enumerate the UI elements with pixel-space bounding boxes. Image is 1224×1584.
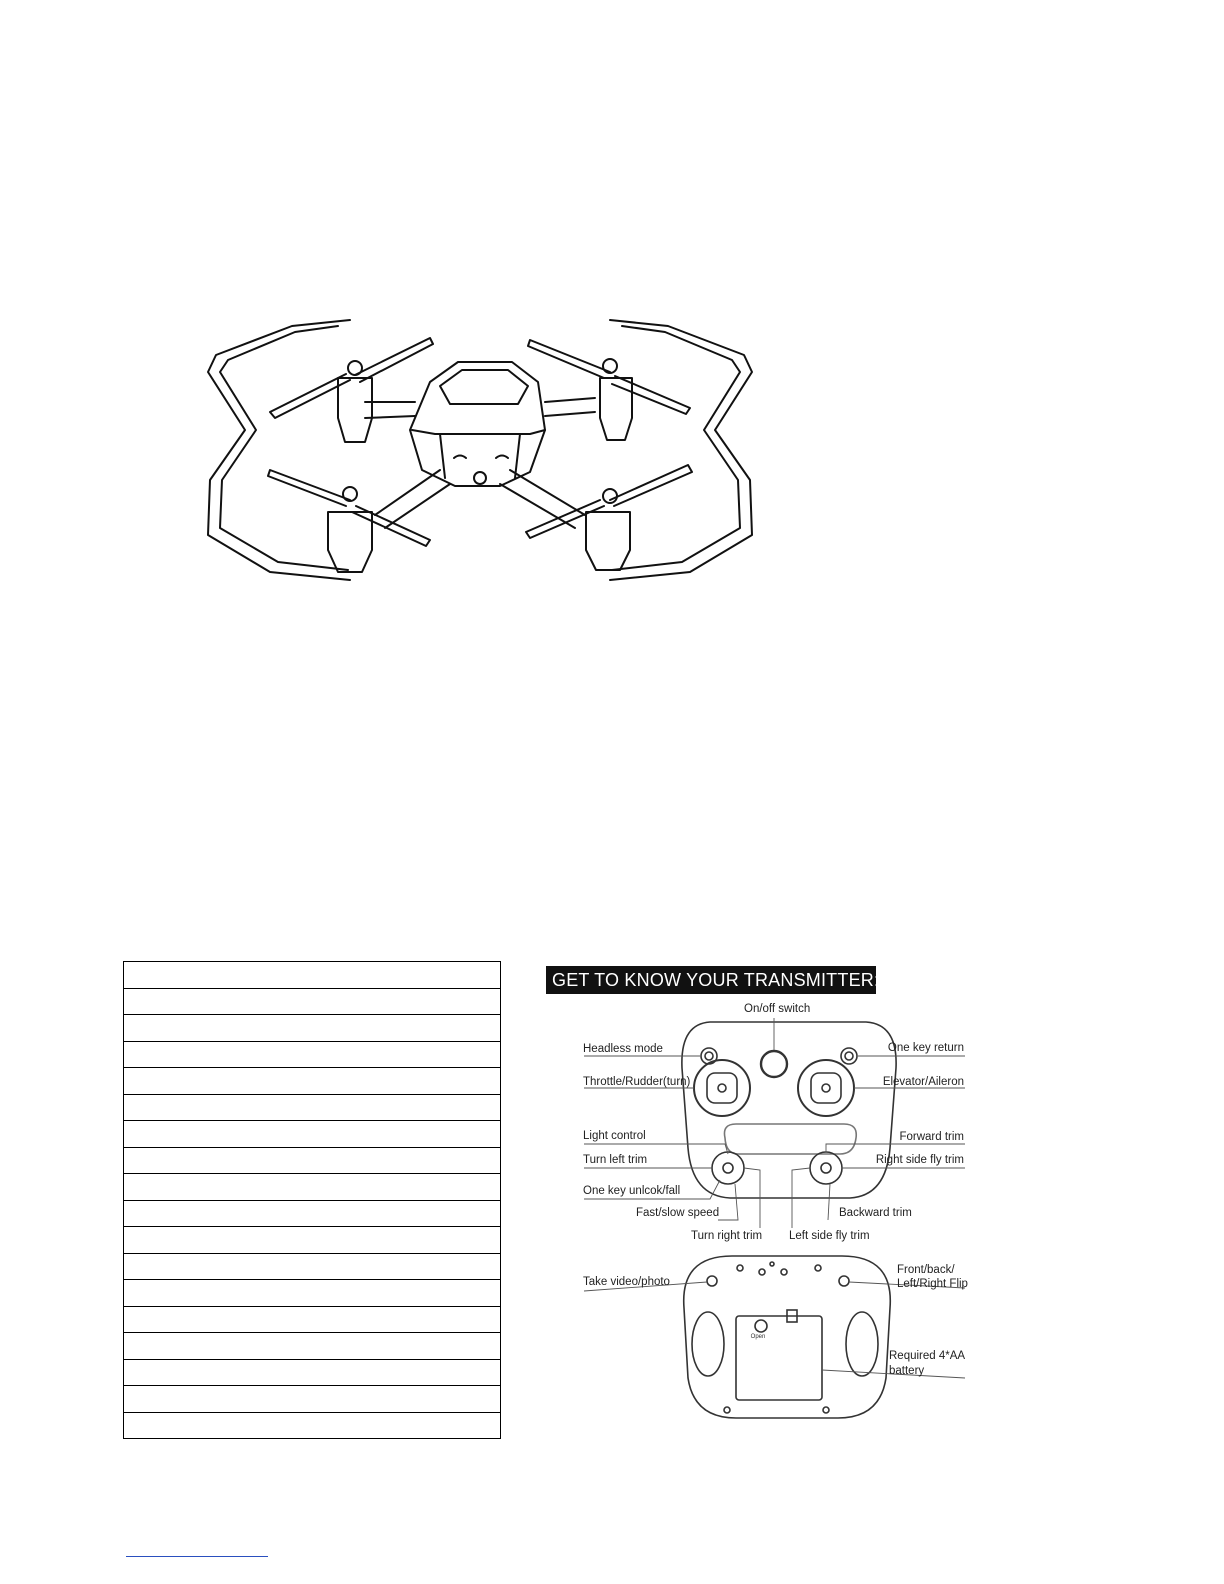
table-cell — [124, 1306, 501, 1333]
label-turn-right-trim: Turn right trim — [691, 1230, 763, 1242]
label-flip-line-2: Left/Right Flip — [897, 1278, 968, 1290]
label-light-control: Light control — [583, 1130, 646, 1142]
label-forward-trim: Forward trim — [899, 1131, 964, 1143]
right-trim-pad — [810, 1152, 842, 1184]
right-grip — [846, 1312, 878, 1376]
table-cell — [124, 1041, 501, 1068]
label-throttle-rudder: Throttle/Rudder(turn) — [583, 1076, 691, 1088]
table-cell — [124, 1094, 501, 1121]
table-cell — [124, 1333, 501, 1360]
table-row — [124, 962, 501, 989]
label-one-key-unlock: One key unlcok/fall — [583, 1185, 681, 1197]
table-row — [124, 1412, 501, 1439]
label-headless-mode: Headless mode — [583, 1043, 663, 1055]
table-cell — [124, 1253, 501, 1280]
table-cell — [124, 1227, 501, 1254]
table-row — [124, 1200, 501, 1227]
transmitter-back-body — [684, 1256, 891, 1418]
label-battery-line-1: Required 4*AA — [889, 1350, 966, 1362]
label-take-video-photo: Take video/photo — [583, 1276, 670, 1288]
table-cell — [124, 1068, 501, 1095]
table-cell — [124, 962, 501, 989]
drone-camera-lens — [474, 472, 486, 484]
label-fast-slow-speed: Fast/slow speed — [636, 1207, 720, 1219]
table-row — [124, 1121, 501, 1148]
label-one-key-return: One key return — [887, 1042, 964, 1054]
label-battery-line-2: battery — [889, 1365, 925, 1377]
table-row — [124, 1359, 501, 1386]
left-grip — [692, 1312, 724, 1376]
table-row — [124, 1174, 501, 1201]
footer-link-underline[interactable] — [126, 1556, 268, 1557]
table-cell — [124, 1412, 501, 1439]
label-turn-left-trim: Turn left trim — [583, 1154, 648, 1166]
battery-cover-label: Open — [750, 1334, 766, 1340]
drone-body — [410, 362, 545, 486]
left-stick — [694, 1060, 750, 1116]
table-cell — [124, 1147, 501, 1174]
drone-illustration — [200, 300, 760, 590]
table-row — [124, 1068, 501, 1095]
propeller-rear-right — [526, 465, 692, 538]
motor-rear-left — [328, 512, 372, 572]
transmitter-heading: GET TO KNOW YOUR TRANSMITTER: — [546, 966, 876, 994]
table-row — [124, 1333, 501, 1360]
flip-button — [839, 1276, 849, 1286]
table-row — [124, 1015, 501, 1042]
label-flip-line-1: Front/back/ — [897, 1264, 955, 1276]
motor-front-left — [338, 378, 372, 442]
blank-lined-table — [123, 961, 501, 1439]
power-switch — [761, 1051, 787, 1077]
table-row — [124, 1253, 501, 1280]
table-cell — [124, 1121, 501, 1148]
table-cell — [124, 1359, 501, 1386]
table-row — [124, 1386, 501, 1413]
table-cell — [124, 1015, 501, 1042]
motor-rear-right — [586, 512, 630, 570]
label-left-side-fly-trim: Left side fly trim — [789, 1230, 870, 1242]
right-stick — [798, 1060, 854, 1116]
table-row — [124, 1227, 501, 1254]
label-elevator-aileron: Elevator/Aileron — [882, 1076, 964, 1088]
table-cell — [124, 1386, 501, 1413]
table-row — [124, 1147, 501, 1174]
table-cell — [124, 1174, 501, 1201]
table-row — [124, 988, 501, 1015]
take-video-photo-button — [707, 1276, 717, 1286]
propeller-rear-left — [268, 470, 430, 546]
label-on-off-switch: On/off switch — [744, 1003, 811, 1015]
drone-arm-front-right — [545, 398, 595, 416]
transmitter-front-body — [682, 1022, 896, 1198]
table-cell — [124, 1280, 501, 1307]
table-row — [124, 1041, 501, 1068]
table-row — [124, 1280, 501, 1307]
propeller-guard-front-right — [610, 320, 752, 580]
label-backward-trim: Backward trim — [839, 1207, 912, 1219]
label-right-side-fly-trim: Right side fly trim — [875, 1154, 964, 1166]
table-cell — [124, 1200, 501, 1227]
motor-front-right — [600, 378, 632, 440]
one-key-return-button — [841, 1048, 857, 1064]
left-trim-pad — [712, 1152, 744, 1184]
table-cell — [124, 988, 501, 1015]
table-row — [124, 1094, 501, 1121]
table-row — [124, 1306, 501, 1333]
battery-cover — [736, 1316, 822, 1400]
